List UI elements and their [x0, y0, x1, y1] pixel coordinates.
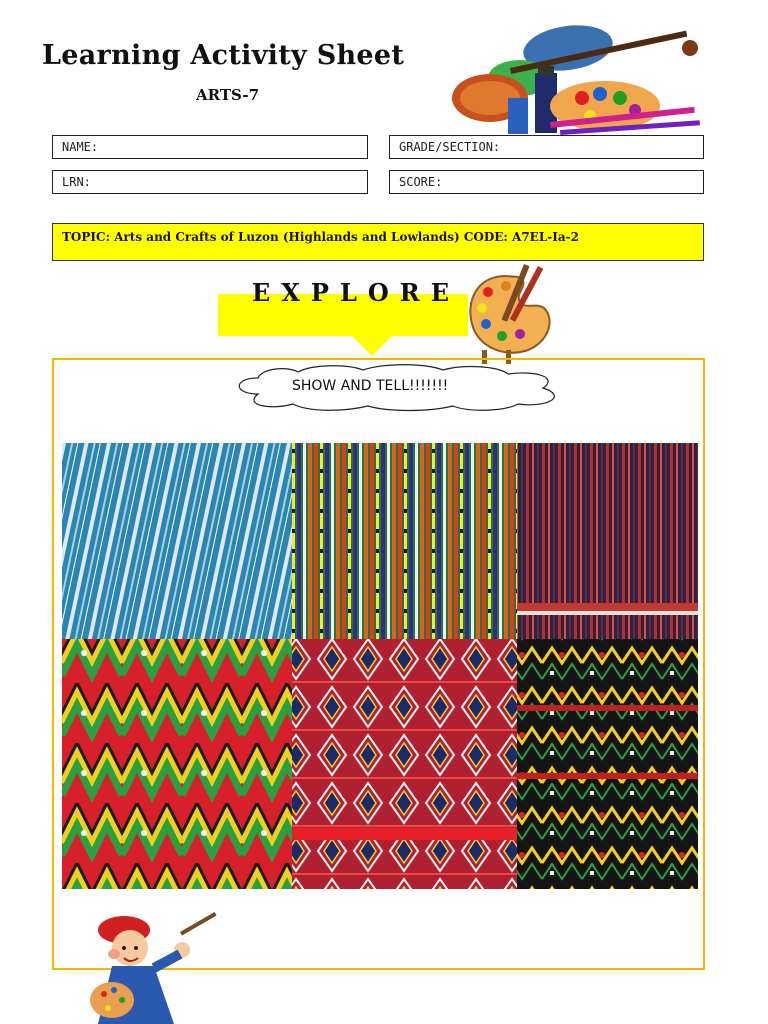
- name-field[interactable]: NAME:: [52, 135, 368, 159]
- multicolor-striped-textile: [292, 443, 517, 639]
- explore-arrow: [352, 336, 392, 356]
- music-art-clipart-icon: [450, 18, 710, 138]
- score-field[interactable]: SCORE:: [389, 170, 704, 194]
- show-and-tell-label: SHOW AND TELL!!!!!!!: [292, 378, 449, 394]
- textile-gallery: [62, 443, 698, 889]
- grade-section-field[interactable]: GRADE/SECTION:: [389, 135, 704, 159]
- explore-heading: EXPLORE: [252, 278, 460, 307]
- topic-banner: TOPIC: Arts and Crafts of Luzon (Highlands and Lowlands) CODE: A7EL-Ia-2: [52, 223, 704, 261]
- red-zigzag-embroidery: [62, 639, 292, 889]
- page-title: Learning Activity Sheet: [42, 40, 405, 71]
- painter-palette-icon: [466, 262, 561, 367]
- geometric-woven-textile: [517, 639, 698, 889]
- blue-striped-textile: [62, 443, 292, 639]
- diamond-pattern-textile: [292, 639, 517, 889]
- lrn-field[interactable]: LRN:: [52, 170, 368, 194]
- subject-label: ARTS-7: [196, 86, 260, 104]
- cartoon-painter-icon: [84, 908, 224, 1024]
